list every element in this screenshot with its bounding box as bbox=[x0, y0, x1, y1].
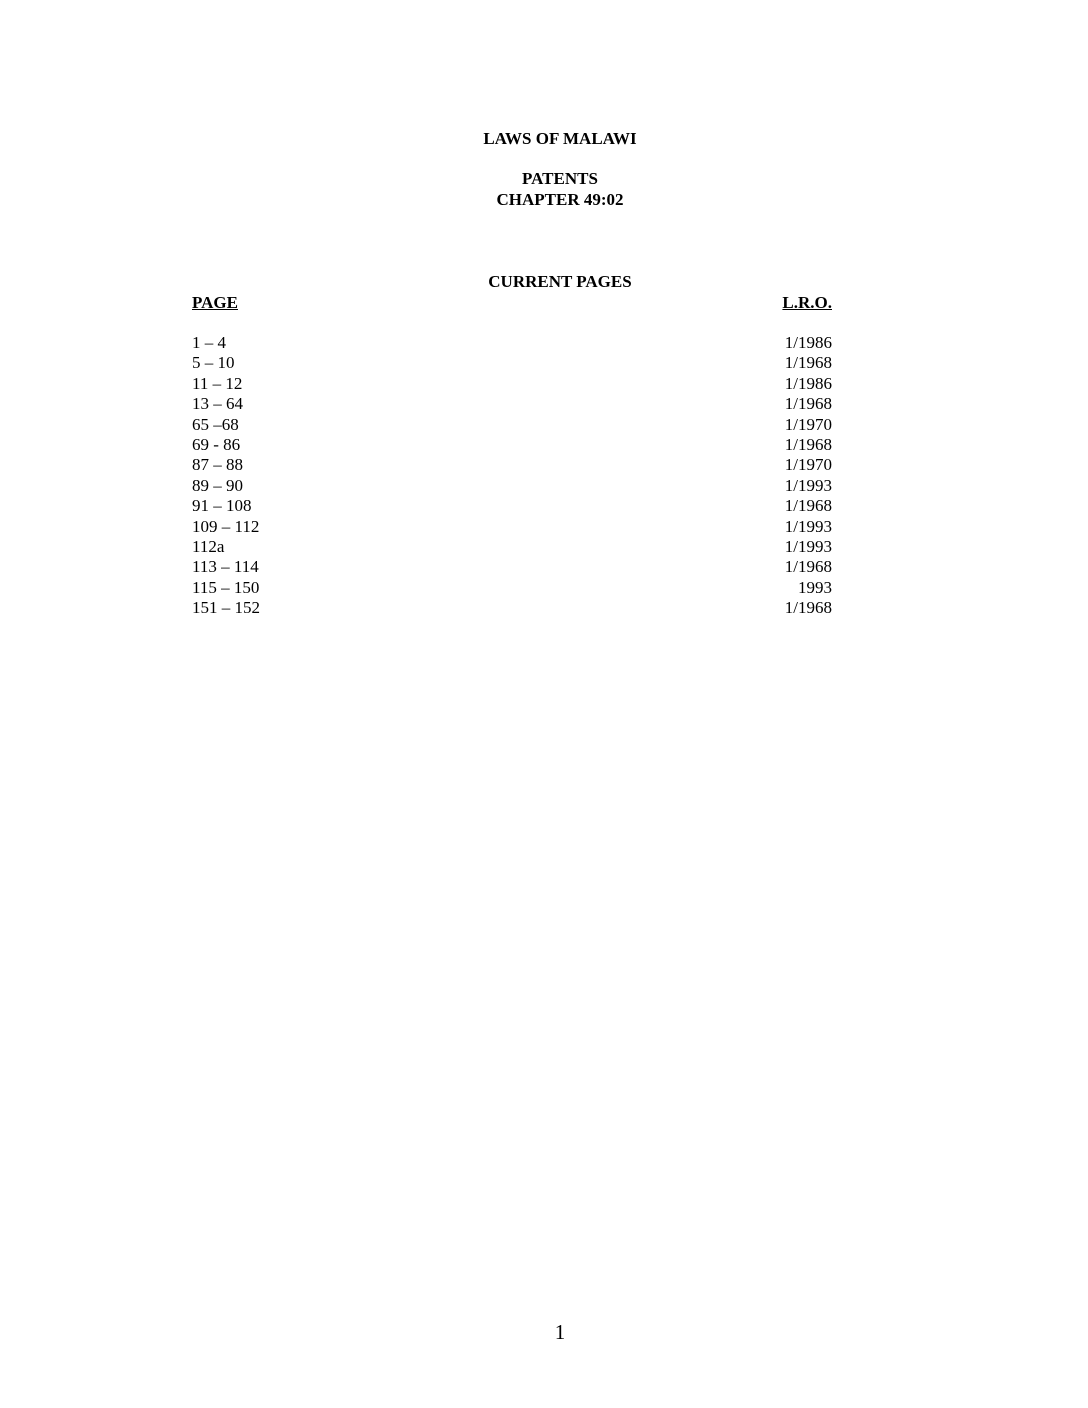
lro-value: 1/1993 bbox=[784, 516, 832, 536]
page-range: 1 – 4 bbox=[192, 333, 226, 352]
page-range: 5 – 10 bbox=[192, 353, 235, 373]
table-row bbox=[192, 496, 832, 516]
lro-value: 1/1968 bbox=[784, 394, 832, 414]
lro-value: 1/1970 bbox=[784, 455, 832, 475]
page-range: 109 – 112 bbox=[192, 516, 260, 536]
page-range: 151 – 152 bbox=[192, 598, 260, 618]
page-range: 115 – 150 bbox=[192, 577, 260, 597]
table-row bbox=[192, 353, 832, 373]
page-range: 91 – 108 bbox=[192, 496, 252, 516]
lro-value: 1/1993 bbox=[784, 536, 832, 556]
table-row bbox=[192, 394, 832, 414]
table-row bbox=[192, 374, 832, 394]
subject-heading: PATENTS bbox=[522, 169, 598, 188]
table-row bbox=[192, 435, 832, 455]
lro-value: 1993 bbox=[798, 577, 832, 597]
lro-value: 1/1993 bbox=[784, 475, 832, 495]
document-title: LAWS OF MALAWI bbox=[483, 129, 637, 148]
page-range: 65 –68 bbox=[192, 414, 239, 434]
section-title: CURRENT PAGES bbox=[488, 272, 632, 291]
table-row bbox=[192, 598, 832, 618]
page-range: 112a bbox=[192, 536, 225, 556]
table-row bbox=[192, 517, 832, 537]
column-header-lro: L.R.O. bbox=[782, 293, 832, 312]
page-range: 113 – 114 bbox=[192, 557, 259, 577]
table-row bbox=[192, 455, 832, 475]
page-range: 13 – 64 bbox=[192, 394, 243, 414]
lro-value: 1/1968 bbox=[784, 557, 832, 577]
lro-value: 1/1968 bbox=[784, 496, 832, 516]
lro-value: 1/1968 bbox=[784, 353, 832, 373]
lro-value: 1/1968 bbox=[784, 434, 832, 454]
lro-value: 1/1986 bbox=[784, 373, 832, 393]
table-row bbox=[192, 557, 832, 577]
page-number: 1 bbox=[554, 1320, 566, 1344]
page-range: 89 – 90 bbox=[192, 475, 243, 495]
lro-value: 1/1968 bbox=[784, 598, 832, 618]
lro-value: 1/1986 bbox=[784, 333, 832, 352]
page-range: 69 - 86 bbox=[192, 434, 241, 454]
lro-value: 1/1970 bbox=[784, 414, 832, 434]
current-pages-table bbox=[192, 333, 832, 618]
column-header-page: PAGE bbox=[192, 293, 238, 312]
table-row bbox=[192, 537, 832, 557]
table-row bbox=[192, 578, 832, 598]
table-row bbox=[192, 415, 832, 435]
table-row bbox=[192, 476, 832, 496]
chapter-heading: CHAPTER 49:02 bbox=[496, 190, 624, 209]
page-range: 87 – 88 bbox=[192, 455, 243, 475]
table-row bbox=[192, 333, 832, 353]
page-range: 11 – 12 bbox=[192, 373, 243, 393]
